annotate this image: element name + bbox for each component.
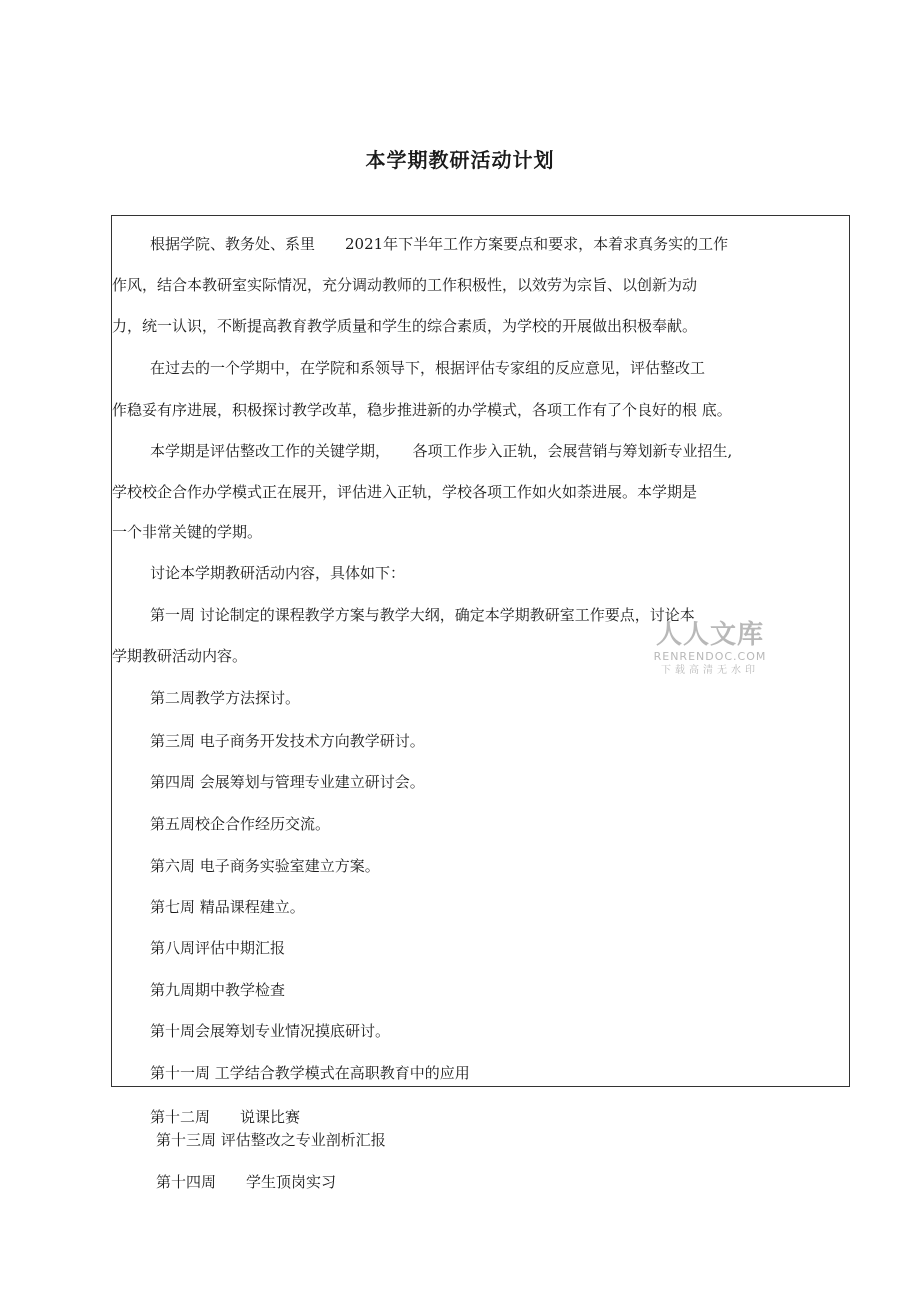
paragraph-line: 在过去的一个学期中，在学院和系领导下，根据评估专家组的反应意见，评估整改工 bbox=[150, 359, 706, 377]
watermark-slogan: 下载高清无水印 bbox=[661, 665, 759, 676]
week-item: 第十一周 工学结合教学模式在高职教育中的应用 bbox=[150, 1064, 470, 1082]
week-item: 第十周会展筹划专业情况摸底研讨。 bbox=[150, 1022, 391, 1040]
paragraph-line: 本学期是评估整改工作的关键学期， 各项工作步入正轨，会展营销与筹划新专业招生, bbox=[150, 442, 733, 460]
week-item: 第八周评估中期汇报 bbox=[150, 939, 286, 957]
paragraph-line: 学校校企合作办学模式正在展开，评估进入正轨，学校各项工作如火如荼进展。本学期是 bbox=[112, 483, 698, 501]
week-item-continued: 学期教研活动内容。 bbox=[112, 647, 248, 665]
week-item: 第七周 精品课程建立。 bbox=[150, 898, 305, 916]
week-item: 第九周期中教学检查 bbox=[150, 981, 286, 999]
watermark bbox=[647, 620, 773, 678]
week-item: 第十三周 评估整改之专业剖析汇报 bbox=[156, 1131, 386, 1149]
paragraph-line: 根据学院、教务处、系里 2021年下半年工作方案要点和要求，本着求真务实的工作 bbox=[150, 235, 729, 253]
week-item: 第四周 会展筹划与管理专业建立研讨会。 bbox=[150, 773, 425, 791]
paragraph-line: 力，统一认识，不断提高教育教学质量和学生的综合素质，为学校的开展做出积极奉献。 bbox=[112, 317, 698, 335]
week-item: 第十二周 说课比赛 bbox=[150, 1108, 301, 1126]
week-item: 第三周 电子商务开发技术方向教学研讨。 bbox=[150, 732, 425, 750]
paragraph-line: 作稳妥有序进展，积极探讨教学改革，稳步推进新的办学模式，各项工作有了个良好的根 底。 bbox=[112, 401, 732, 419]
watermark-domain: RENRENDOC.COM bbox=[653, 650, 767, 663]
paragraph-line: 一个非常关键的学期。 bbox=[112, 523, 263, 541]
week-item: 第一周 讨论制定的课程教学方案与教学大纲，确定本学期教研室工作要点，讨论本 bbox=[150, 606, 695, 624]
week-item: 第十四周 学生顶岗实习 bbox=[156, 1173, 337, 1191]
page-title: 本学期教研活动计划 bbox=[365, 148, 555, 172]
week-item: 第二周教学方法探讨。 bbox=[150, 689, 301, 707]
week-item: 第五周校企合作经历交流。 bbox=[150, 815, 331, 833]
paragraph-line: 讨论本学期教研活动内容，具体如下： bbox=[150, 564, 406, 582]
week-item: 第六周 电子商务实验室建立方案。 bbox=[150, 857, 380, 875]
paragraph-line: 作风，结合本教研室实际情况，充分调动教师的工作积极性，以效劳为宗旨、以创新为动 bbox=[112, 276, 698, 294]
watermark-name: 人人文库 bbox=[655, 620, 764, 650]
